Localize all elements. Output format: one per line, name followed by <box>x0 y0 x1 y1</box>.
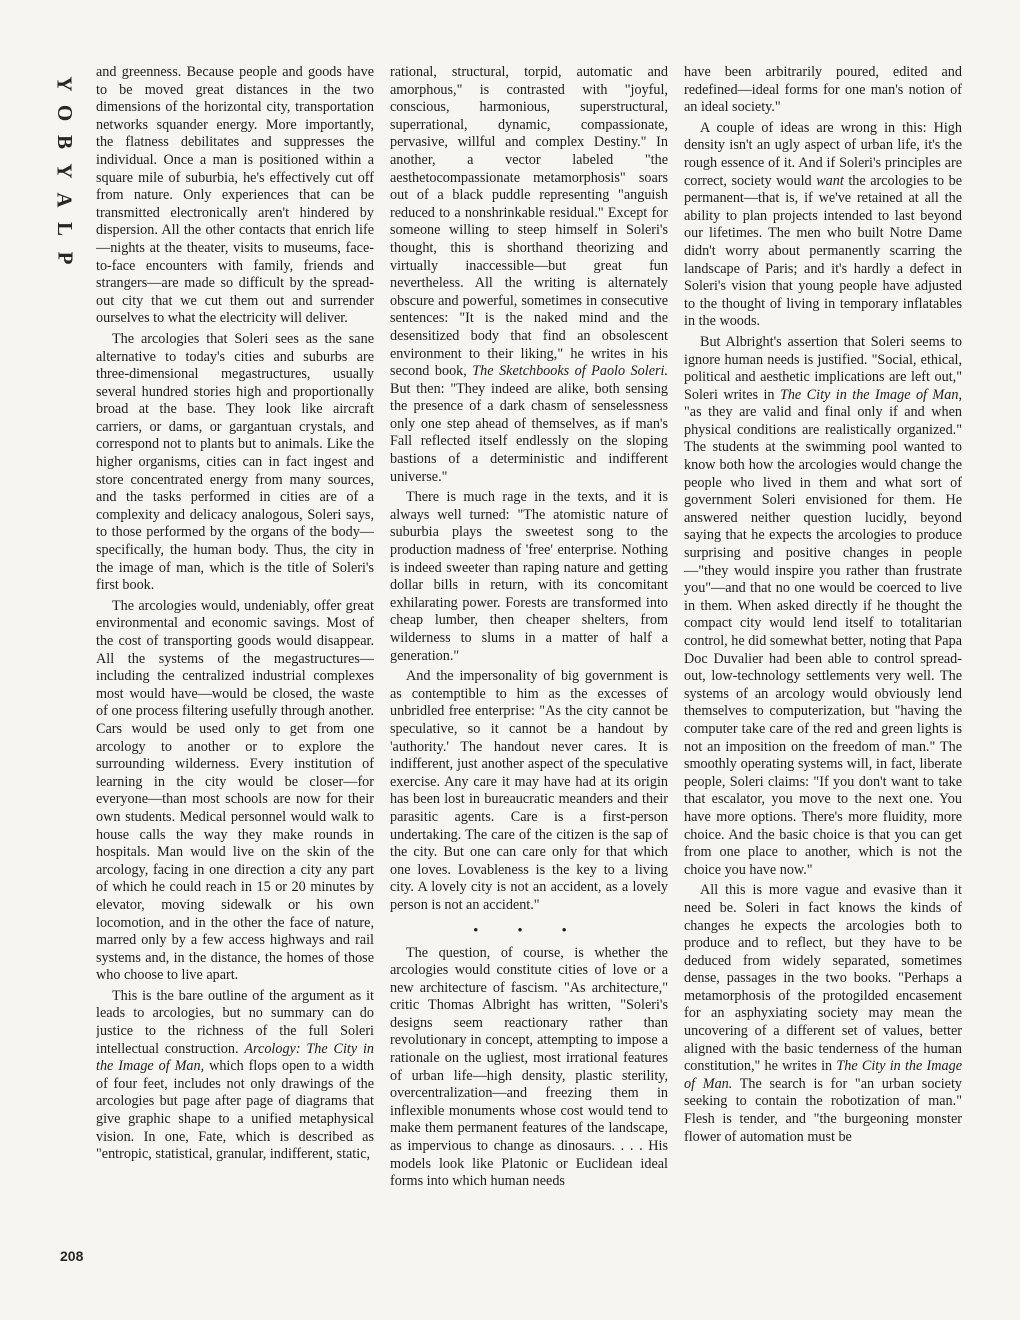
paragraph-text: rational, structural, torpid, automatic and amorphous," is contrasted with "joyful, conscious, harmonious, superstructural, superrational, dynamic, compassionate, pervasive, willful and complex Destiny." In another, a vector labeled "the aesthetocompassionate metamorphosis" soars out of a black puddle representing "anguish reduced to a nonshrinkable residual." Except for someone willing to steep himself in Soleri's thought, this is shorthand theorizing and virtually inaccessible—but great fun nevertheless. All the writing is alternately obscure and powerful, sometimes in consecutive sentences: "It is the naked mind and the desensitized body that find an obsolescent environment to their liking," he writes in his second book, <box>390 64 668 380</box>
paragraph: And the impersonality of big government is as contemptible to him as the excesses of unbridled free enterprise: "As the city cannot be speculative, so it cannot be a handout by 'authority.' The handout never cares. It is indifferent, just another aspect of the speculative exercise. Any care it may have had at its origin has been lost in bureaucratic meanders and their parasitic agents. Care is a first-person undertaking. The care of the citizen is the sap of the city. But one can care only for that which one loves. Lovableness is the key to a living city. A lovely city is not an accident, as a lovely person is not an accident." <box>390 668 668 913</box>
paragraph: and greenness. Because people and goods have to be moved great distances in the two dimensions of the horizontal city, transportation networks squander energy. More importantly, the flatness debilitates and suppresses the individual. Once a man is positioned within a square mile of suburbia, he's effectively cut off from nature. Only experiences that can be transmitted electronically aren't hindered by dispersion. All the other contacts that enrich life—nights at the theater, visits to museums, face-to-face encounters with family, friends and strangers—are made so difficult by the spread-out city that we cut them out and surrender ourselves to what the electricity will deliver. <box>96 64 374 327</box>
paragraph: There is much rage in the texts, and it is always well turned: "The atomistic nature of suburbia plays the sweetest song to the production madness of 'free' enterprise. Nothing is indeed sweeter than raping nature and getting dollar bills in return, with its concomitant exhilarating power. Forests are transformed into cheap lumber, then cheaper shelters, from wilderness to slums in a matter of half a generation." <box>390 489 668 664</box>
paragraph <box>684 882 962 1146</box>
book-title: The City in the Image of Man, <box>779 386 962 403</box>
text-column-2 <box>390 64 668 1274</box>
paragraph-text: All this is more vague and evasive than it need be. Soleri in fact knows the kinds of changes he expects the arcologies both to produce and to reflect, but they have to be deduced from widely separated, sometimes dense, passages in the two books. "Perhaps a metamorphosis of the protogilded encasement for an asphyxiating society may mean the uncovering of a different set of values, better aligned with the basic tenderness of the human constitution," he writes in <box>684 882 962 1075</box>
paragraph-text: This is the bare outline of the argument as it leads to arcologies, but no summary can do justice to the richness of the full Soleri intellectual construction. <box>96 987 374 1057</box>
masthead-letter: P <box>52 251 77 265</box>
paragraph-text: "as they are valid and final only if and when physical conditions are realistically organized." The students at the swimming pool wanted to know both how the arcologies would change the people who lived in them and what sort of government Soleri envisioned for them. He answered neither question lucidly, beyond saying that he expects the arcologies to produce surprising and positive changes in people—"they would inspire you rather than frustrate you"—and that no one would be coerced to live in them. When asked directly if he thought the compact city would lend itself to totalitarian control, he did somewhat better, noting that Papa Doc Duvalier had been able to control spread-out, low-technology settlements very well. The systems of an arcology would obviously lend themselves to computerization, but "having the computer take care of the red and green lights is not an imposition on the freedom of man." The smoothly operating systems will, in fact, liberate people, Soleri claims: "If you don't want to take that escalator, you move to the next one. You have more options. There's more fluidity, more choice. And the basic choice is that you can get from one place to another, which is not the choice you have now." <box>684 404 962 878</box>
emphasis: want <box>816 172 844 189</box>
paragraph <box>684 120 962 331</box>
text-column-1 <box>96 64 374 1274</box>
paragraph: The arcologies would, undeniably, offer great environmental and economic savings. Most of the cost of transporting goods would disappear. All the systems of the megastructures—including the centralized industrial complexes most would have—would be closed, the waste of one process filtering usefully through another. Cars would be used only to get from one arcology to another or to explore the surrounding wilderness. Every institution of learning in the city would be closer—for everyone—than most schools are now for their own students. Medical personnel would walk to house calls the way they make rounds in hospitals. Man would live on the skin of the arcology, facing in one direction a city any part of which he could reach in 15 or 20 minutes by elevator, moving sidewalk or his own locomotion, and in the other the face of nature, marred only by a few access highways and rail systems and, in the distance, the homes of those who choose to live apart. <box>96 597 374 984</box>
paragraph <box>96 988 374 1164</box>
paragraph: have been arbitrarily poured, edited and redefined—ideal forms for one man's notion of an ideal society." <box>684 64 962 116</box>
paragraph-text: the arcologies to be permanent—that is, if we've retained at all the ability to plan projects intended to last beyond our lifetimes. The men who built Notre Dame didn't worry about permanently scarring the landscape of Paris; and it's hardly a defect in Soleri's vision that young people have adjusted to the thought of living in temporary inflatables in the woods. <box>684 172 962 330</box>
book-title: The Sketchbooks of Paolo Soleri. <box>472 363 668 380</box>
masthead-letter: Y <box>52 76 77 92</box>
magazine-masthead <box>52 72 78 312</box>
masthead-letter: B <box>52 134 77 150</box>
paragraph <box>390 64 668 486</box>
paragraph-text: But then: "They indeed are alike, both sensing the presence of a dark chasm of senselessness only one step ahead of themselves, as if man's Fall reflected itself endlessly on the sloping bastions of a deterministic and indifferent universe." <box>390 380 668 485</box>
masthead-letter: Y <box>52 163 77 179</box>
page-number: 208 <box>60 1248 84 1264</box>
article-body <box>96 64 966 1274</box>
paragraph-text: But Albright's assertion that Soleri seems to ignore human needs is justified. "Social, ethical, political and aesthetic implications are left out," Soleri writes in <box>684 333 962 403</box>
masthead-letter: A <box>52 192 77 208</box>
paragraph: The arcologies that Soleri sees as the sane alternative to today's cities and suburbs are three-dimensional megastructures, usually several hundred stories high and proportionally broad at the base. They look like aircraft carriers, or dams, or gargantuan crystals, and correspond not to plants but to animals. Like the higher organisms, cities can in fact ingest and store concentrated energy from many sources, and the tasks performed in cities are of a complexity and delicacy analogous, Soleri says, to those performed by the organs of the body—specifically, the human body. Thus, the city in the image of man, which is the title of Soleri's first book. <box>96 330 374 594</box>
paragraph-text: which flops open to a width of four feet, includes not only drawings of the arcologies but page after page of diagrams that give graphic shape to a unified metaphysical vision. In one, Fate, which is described as "entropic, statistical, granular, indifferent, static, <box>96 1058 374 1163</box>
paragraph: The question, of course, is whether the arcologies would constitute cities of love or a new architecture of fascism. "As architecture," critic Thomas Albright has written, "Soleri's designs seem reactionary rather than revolutionary in concept, attempting to impose a rationale on the ugliest, most irrational features of urban life—high density, plastic sterility, overcentralization—and freezing them in inflexible monuments whose cost would tend to make them permanent features of the landscape, as impervious to change as dinosaurs. . . . His models look like Platonic or Euclidean ideal forms into which human needs <box>390 944 668 1190</box>
text-column-3 <box>684 64 962 1274</box>
section-break: • • • <box>473 921 585 937</box>
masthead-letter: O <box>53 104 77 122</box>
book-title: The City in the Image of Man. <box>684 1058 962 1092</box>
book-title: Arcology: The City in the Image of Man, <box>96 1040 374 1075</box>
paragraph-text: The search is for "an urban society seeking to contain the robotization of man." Flesh is tender, and "the burgeoning monster flower of automation must be <box>684 1075 962 1145</box>
paragraph <box>684 334 962 879</box>
paragraph-text: A couple of ideas are wrong in this: High density isn't an ugly aspect of urban life, it's the rough essence of it. And if Soleri's principles are correct, society would <box>684 119 962 189</box>
masthead-letter: L <box>52 221 77 237</box>
